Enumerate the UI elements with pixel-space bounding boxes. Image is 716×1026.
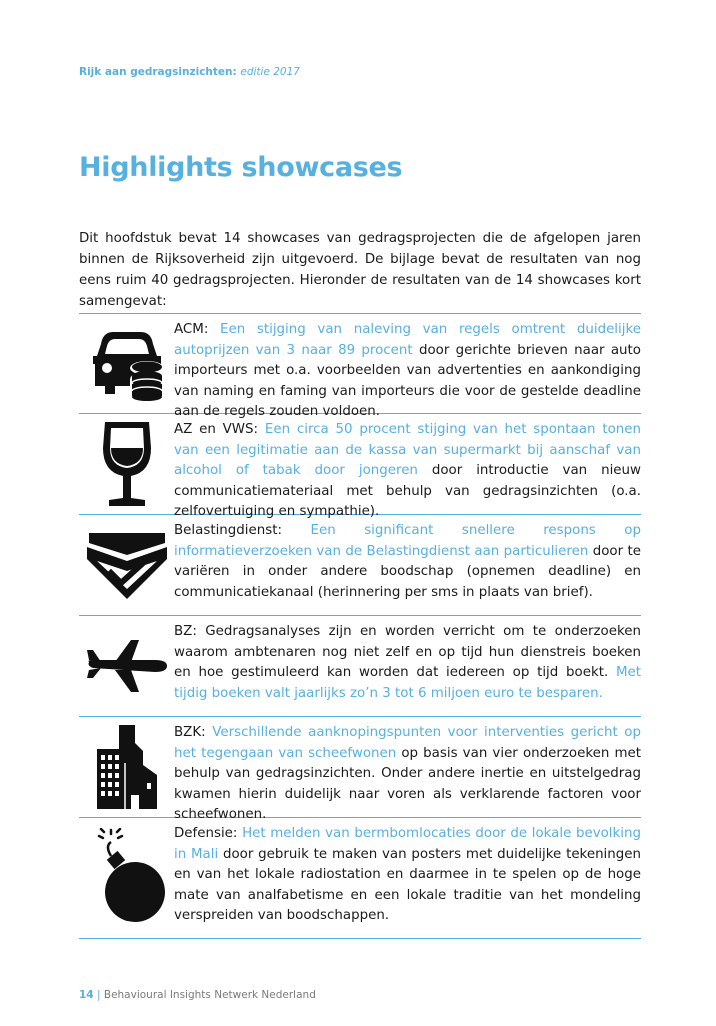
showcase-row-bzk [79, 717, 641, 823]
showcase-text: BZK: Verschillende aanknopingspunten voor interventies gericht op het tegengaan van scheefwonen op basis van vier onderzoeken met behulp van gedragsinzichten. Onder andere inertie en uitstelgedrag kwamen hierin duidelijk naar voren als verklarende factoren voor scheefwonen. [174, 725, 641, 823]
running-head [79, 66, 300, 78]
showcase-text: Belastingdienst: Een significant snellere respons op informatieverzoeken van de Belastingdienst aan particulieren door te variëren in onder andere boodschap (opnemen deadline) en communicatiekanaal (herinnering per sms in plaats van brief). [174, 523, 641, 600]
envelope-check-icon [79, 515, 174, 615]
page-number: 14 [79, 989, 94, 1001]
wine-glass-icon [79, 414, 174, 514]
showcase-row-az-vws [79, 414, 641, 520]
buildings-icon [79, 717, 174, 817]
showcase-text: Defensie: Het melden van bermbomlocaties door de lokale bevolking in Mali door gebruik te maken van posters met duidelijke tekeningen en van het lokale radiostation en daarmee in te spelen op de hoge mate van analfabetisme en een lokale traditie van het mondeling verspreiden van boodschappen. [174, 826, 641, 924]
showcase-row-acm [79, 314, 641, 420]
airplane-icon [79, 616, 174, 716]
showcase-list [79, 313, 641, 939]
showcase-text: AZ en VWS: Een circa 50 procent stijging van het spontaan tonen van een legitimatie aan de kassa van supermarkt bij aanschaf van alcohol of tabak door jongeren door introductie van nieuw communicatiemateriaal met behulp van gedragsinzichten (o.a. zelfovertuiging en sympathie). [174, 422, 641, 520]
edition-label: editie 2017 [240, 66, 300, 78]
page-title: Highlights showcases [79, 152, 403, 183]
showcase-row-defensie [79, 818, 641, 939]
intro-paragraph: Dit hoofdstuk bevat 14 showcases van gedragsprojecten die de afgelopen jaren binnen de Rijksoverheid zijn uitgevoerd. De bijlage bevat de resultaten van nog eens ruim 40 gedragsprojecten. Hieronder de resultaten van de 14 showcases kort samengevat: [79, 231, 641, 309]
bomb-icon [79, 818, 174, 938]
showcase-row-belastingdienst [79, 515, 641, 616]
showcase-text: BZ: Gedragsanalyses zijn en worden verricht om te onderzoeken waarom ambtenaren nog niet zelf en op tijd hun dienstreis boeken en hoe gestimuleerd kan worden dat iedereen op tijd boekt. Met tijdig boeken valt jaarlijks zo’n 3 tot 6 miljoen euro te besparen. [174, 624, 641, 701]
showcase-text: ACM: Een stijging van naleving van regels omtrent duidelijke autoprijzen van 3 naar 89 procent door gerichte brieven naar auto importeurs met o.a. voorbeelden van advertenties en aankondiging van naming en faming van importeurs die voor de gestelde deadline aan de regels zouden voldoen. [174, 322, 641, 420]
running-title: Rijk aan gedragsinzichten: [79, 66, 237, 78]
showcase-row-bz [79, 616, 641, 717]
footer-org-name: Behavioural Insights Netwerk Nederland [103, 989, 316, 1001]
page-footer [79, 989, 316, 1001]
car-coins-icon [79, 314, 174, 413]
footer-separator: | [96, 989, 101, 1001]
